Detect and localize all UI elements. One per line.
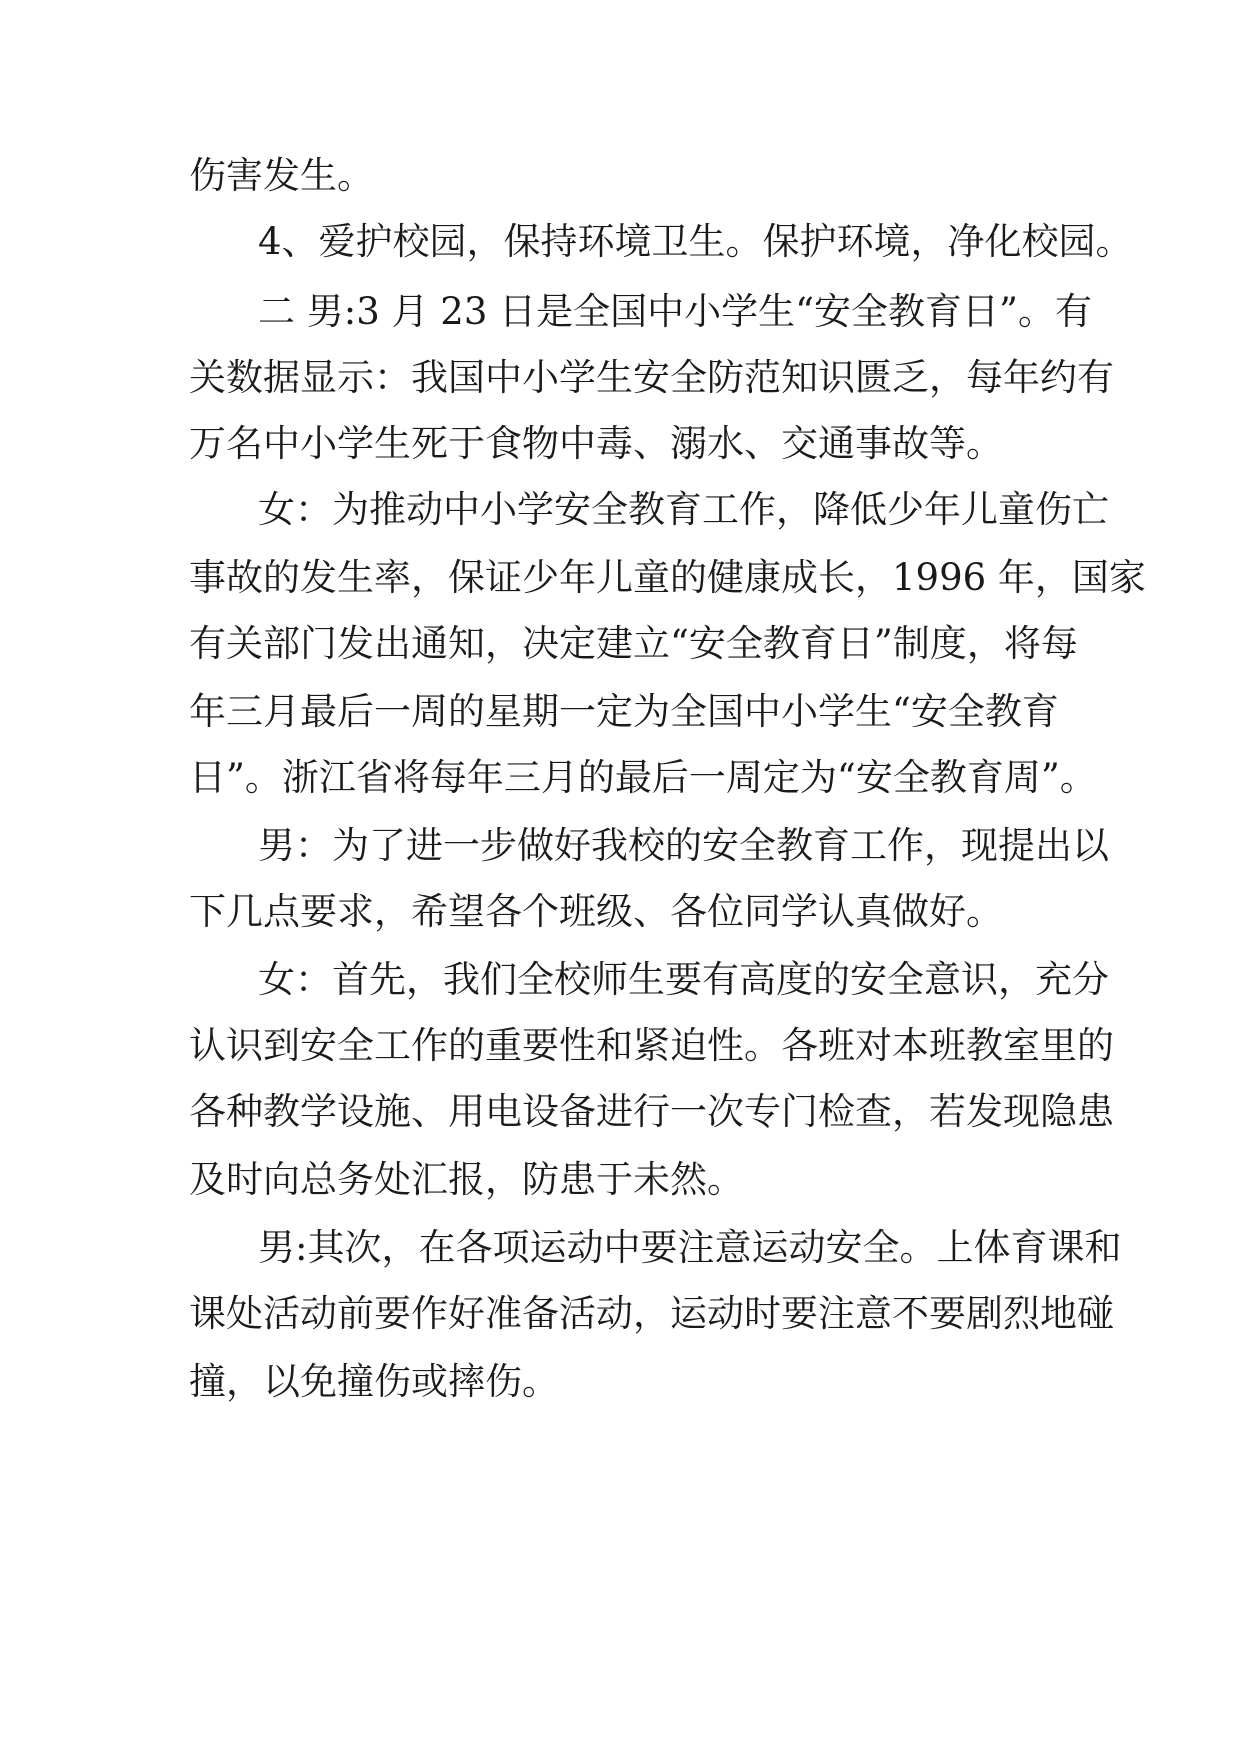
text-line: 事故的发生率，保证少年儿童的健康成长，1996 年，国家 xyxy=(189,556,1146,599)
text-line: 各种教学设施、用电设备进行一次专门检查，若发现隐患 xyxy=(189,1090,1114,1133)
text-line: 关数据显示：我国中小学生安全防范知识匮乏，每年约有 xyxy=(189,356,1114,399)
text-line: 下几点要求，希望各个班级、各位同学认真做好。 xyxy=(189,890,1003,933)
text-line: 及时向总务处汇报，防患于未然。 xyxy=(189,1158,744,1201)
text-line: 撞，以免撞伤或摔伤。 xyxy=(189,1360,559,1403)
text-line: 男：为了进一步做好我校的安全教育工作，现提出以 xyxy=(258,824,1109,867)
text-line: 女：为推动中小学安全教育工作，降低少年儿童伤亡 xyxy=(258,488,1109,531)
text-line: 万名中小学生死于食物中毒、溺水、交通事故等。 xyxy=(189,422,1003,465)
text-line: 二 男:3 月 23 日是全国中小学生“安全教育日”。有 xyxy=(258,290,1092,333)
text-line: 日”。浙江省将每年三月的最后一周定为“安全教育周”。 xyxy=(189,756,1097,799)
text-line: 伤害发生。 xyxy=(189,154,374,197)
text-line: 认识到安全工作的重要性和紧迫性。各班对本班教室里的 xyxy=(189,1024,1114,1067)
text-line: 有关部门发出通知，决定建立“安全教育日”制度，将每 xyxy=(189,622,1078,665)
text-line: 课处活动前要作好准备活动，运动时要注意不要剧烈地碰 xyxy=(189,1292,1114,1335)
text-line: 4、爱护校园，保持环境卫生。保护环境，净化校园。 xyxy=(258,220,1133,263)
text-line: 年三月最后一周的星期一定为全国中小学生“安全教育 xyxy=(189,690,1059,733)
text-line: 男:其次，在各项运动中要注意运动安全。上体育课和 xyxy=(258,1226,1122,1269)
text-line: 女：首先，我们全校师生要有高度的安全意识，充分 xyxy=(258,958,1109,1001)
